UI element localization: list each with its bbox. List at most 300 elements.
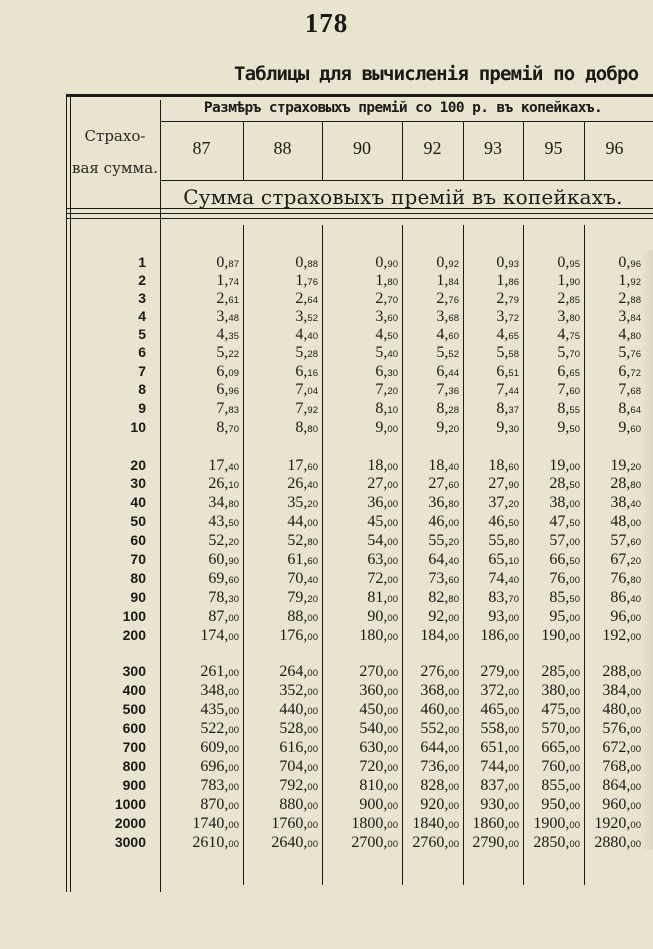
insured-sum: 800: [122, 758, 146, 774]
premium-value-decimal: 20: [448, 424, 459, 435]
premium-value: [584, 814, 641, 835]
premium-value-integer: 1800,: [351, 815, 388, 832]
premium-value: [523, 719, 580, 740]
premium-value: [463, 700, 519, 721]
premium-value: [160, 569, 239, 590]
premium-value-integer: 672,: [602, 739, 631, 756]
premium-value-integer: 380,: [541, 682, 570, 699]
premium-value-decimal: 00: [630, 725, 641, 736]
premium-value-decimal: 10: [228, 480, 239, 491]
insured-sum: 9: [138, 400, 146, 416]
premium-value-decimal: 80: [630, 575, 641, 586]
table-row: [0, 343, 653, 362]
premium-value-integer: 76,: [549, 570, 570, 587]
table-row: [0, 271, 653, 290]
premium-value: [523, 700, 580, 721]
premium-value: [322, 380, 398, 401]
premium-value-integer: 8,: [216, 419, 229, 436]
premium-value-decimal: 00: [448, 782, 459, 793]
insured-sum: 80: [130, 570, 146, 586]
premium-value: [160, 662, 239, 683]
premium-value: [402, 343, 459, 364]
premium-value-decimal: 00: [630, 782, 641, 793]
premium-value-integer: 2,: [216, 290, 229, 307]
premium-value-decimal: 00: [448, 839, 459, 850]
premium-value-decimal: 00: [569, 499, 580, 510]
premium-value-decimal: 60: [307, 556, 318, 567]
premium-value: [243, 343, 318, 364]
premium-value-decimal: 00: [508, 725, 519, 736]
premium-value: [523, 531, 580, 552]
rate-column-header: 87: [192, 138, 211, 158]
premium-value-integer: 66,: [549, 551, 570, 568]
premium-value-integer: 930,: [480, 796, 509, 813]
rate-column-header: 93: [484, 138, 502, 158]
insured-sum: 6: [138, 344, 146, 360]
premium-value: [322, 795, 398, 816]
premium-value-integer: 6,: [496, 363, 509, 380]
premium-value-integer: 83,: [488, 589, 509, 606]
premium-value-integer: 576,: [602, 720, 631, 737]
premium-value: [322, 531, 398, 552]
premium-value: [160, 719, 239, 740]
premium-value: [523, 474, 580, 495]
premium-value: [584, 626, 641, 647]
premium-value: [402, 493, 459, 514]
premium-value: [322, 757, 398, 778]
premium-value: [402, 662, 459, 683]
premium-value-decimal: 00: [630, 744, 641, 755]
premium-value-integer: 552,: [420, 720, 449, 737]
premium-value: [243, 681, 318, 702]
premium-value-integer: 95,: [549, 608, 570, 625]
premium-value-integer: 960,: [602, 796, 631, 813]
premium-value: [584, 681, 641, 702]
premium-value: [463, 588, 519, 609]
rate-column-header: 88: [273, 138, 292, 158]
premium-value-decimal: 00: [307, 613, 318, 624]
table-row: [0, 399, 653, 418]
premium-value-integer: 360,: [359, 682, 388, 699]
premium-value-decimal: 00: [387, 575, 398, 586]
insured-sum: 10: [130, 419, 146, 435]
premium-value-decimal: 00: [448, 725, 459, 736]
premium-value-decimal: 74: [228, 277, 239, 288]
premium-header: Сумма страховыхъ премій въ копейкахъ.: [183, 185, 623, 209]
premium-value-integer: 352,: [279, 682, 308, 699]
premium-value-integer: 61,: [287, 551, 308, 568]
insured-sum: 8: [138, 381, 146, 397]
premium-value-integer: 465,: [480, 701, 509, 718]
insured-sum: 3: [138, 290, 146, 306]
premium-value: [463, 474, 519, 495]
premium-value-integer: 52,: [208, 532, 229, 549]
premium-value: [584, 757, 641, 778]
premium-value-decimal: 80: [448, 499, 459, 510]
table-row: [0, 362, 653, 381]
premium-value-decimal: 00: [448, 518, 459, 529]
premium-value-integer: 81,: [367, 589, 388, 606]
premium-value-integer: 76,: [610, 570, 631, 587]
premium-value-decimal: 00: [387, 763, 398, 774]
premium-value: [243, 493, 318, 514]
premium-value-decimal: 70: [569, 349, 580, 360]
table-row: [0, 833, 653, 852]
insured-sum: 100: [122, 608, 146, 624]
premium-value-decimal: 00: [387, 480, 398, 491]
table-row: [0, 776, 653, 795]
premium-value-decimal: 20: [307, 499, 318, 510]
premium-value-decimal: 60: [448, 575, 459, 586]
premium-value-decimal: 36: [448, 386, 459, 397]
premium-value-integer: 38,: [549, 494, 570, 511]
premium-value-integer: 18,: [428, 457, 449, 474]
premium-value: [463, 626, 519, 647]
premium-value-decimal: 00: [228, 744, 239, 755]
premium-value-decimal: 00: [387, 518, 398, 529]
premium-value-decimal: 20: [630, 556, 641, 567]
premium-value-decimal: 40: [448, 556, 459, 567]
premium-value-decimal: 60: [569, 386, 580, 397]
table-row: [0, 307, 653, 326]
premium-value-integer: 6,: [557, 363, 570, 380]
premium-value: [322, 814, 398, 835]
premium-value-decimal: 00: [630, 801, 641, 812]
premium-value-integer: 1920,: [594, 815, 631, 832]
premium-value-decimal: 00: [630, 820, 641, 831]
premium-value-integer: 792,: [279, 777, 308, 794]
premium-value-integer: 184,: [420, 627, 449, 644]
premium-value: [463, 343, 519, 364]
premium-value-integer: 5,: [295, 344, 308, 361]
premium-value-decimal: 61: [228, 295, 239, 306]
premium-value-integer: 7,: [496, 381, 509, 398]
premium-value-decimal: 50: [569, 480, 580, 491]
header-rule: [160, 180, 653, 181]
premium-value-decimal: 64: [630, 405, 641, 416]
premium-value: [160, 681, 239, 702]
premium-value-integer: 0,: [496, 254, 509, 271]
premium-value-integer: 828,: [420, 777, 449, 794]
premium-value-integer: 3,: [496, 308, 509, 325]
premium-value: [160, 776, 239, 797]
table-row: [0, 289, 653, 308]
premium-value-integer: 368,: [420, 682, 449, 699]
rate-column-header: 90: [353, 138, 371, 158]
premium-value: [160, 757, 239, 778]
insured-sum: 20: [130, 457, 146, 473]
premium-value: [160, 493, 239, 514]
premium-value-decimal: 76: [630, 349, 641, 360]
column-rule: [463, 121, 464, 180]
premium-value-decimal: 60: [630, 537, 641, 548]
premium-value-integer: 190,: [541, 627, 570, 644]
premium-value-decimal: 96: [228, 386, 239, 397]
premium-value-integer: 90,: [367, 608, 388, 625]
premium-value: [160, 418, 239, 439]
premium-value-integer: 48,: [610, 513, 631, 530]
rate-header: Размѣръ страховыхъ премій со 100 р. въ копейкахъ.: [203, 100, 603, 116]
premium-value-integer: 27,: [488, 475, 509, 492]
premium-value: [160, 607, 239, 628]
premium-value-integer: 64,: [428, 551, 449, 568]
premium-value-decimal: 00: [228, 725, 239, 736]
premium-value-decimal: 68: [630, 386, 641, 397]
premium-value-decimal: 60: [228, 575, 239, 586]
premium-value: [523, 776, 580, 797]
premium-value: [463, 493, 519, 514]
premium-value-decimal: 70: [228, 424, 239, 435]
premium-value: [402, 512, 459, 533]
sum-header-line-1: Страхо-: [84, 127, 146, 145]
premium-value-integer: 9,: [375, 419, 388, 436]
premium-value: [322, 588, 398, 609]
premium-value-decimal: 50: [569, 594, 580, 605]
premium-value-decimal: 09: [228, 368, 239, 379]
insured-sum: 90: [130, 589, 146, 605]
premium-value-decimal: 00: [307, 763, 318, 774]
premium-value-integer: 630,: [359, 739, 388, 756]
insured-sum: 50: [130, 513, 146, 529]
premium-value-integer: 2640,: [271, 834, 308, 851]
premium-value: [463, 531, 519, 552]
premium-value-integer: 1,: [295, 272, 308, 289]
premium-value-decimal: 83: [228, 405, 239, 416]
table-row: [0, 626, 653, 645]
premium-value-decimal: 20: [307, 594, 318, 605]
premium-value: [584, 700, 641, 721]
premium-value: [523, 757, 580, 778]
premium-value: [243, 700, 318, 721]
premium-value-decimal: 40: [448, 462, 459, 473]
premium-value-integer: 2610,: [192, 834, 229, 851]
premium-value-integer: 85,: [549, 589, 570, 606]
premium-value-integer: 3,: [375, 308, 388, 325]
table-row: [0, 700, 653, 719]
insured-sum: 3000: [114, 834, 146, 850]
table-row: [0, 512, 653, 531]
premium-value-integer: 9,: [618, 419, 631, 436]
premium-value-decimal: 00: [228, 687, 239, 698]
premium-value-integer: 57,: [610, 532, 631, 549]
premium-value-decimal: 00: [307, 801, 318, 812]
premium-value: [463, 833, 519, 854]
premium-value-decimal: 00: [569, 462, 580, 473]
premium-value-decimal: 00: [387, 820, 398, 831]
premium-value-decimal: 00: [630, 613, 641, 624]
table-row: [0, 569, 653, 588]
premium-value-integer: 47,: [549, 513, 570, 530]
premium-value-integer: 1,: [436, 272, 449, 289]
premium-value: [584, 474, 641, 495]
premium-value: [463, 418, 519, 439]
premium-value-decimal: 00: [630, 668, 641, 679]
premium-value-decimal: 00: [508, 820, 519, 831]
premium-value-integer: 36,: [367, 494, 388, 511]
table-row: [0, 588, 653, 607]
premium-value: [160, 550, 239, 571]
premium-value: [322, 833, 398, 854]
premium-value: [523, 418, 580, 439]
premium-value-decimal: 40: [307, 331, 318, 342]
premium-value-integer: 3,: [216, 308, 229, 325]
premium-value: [402, 569, 459, 590]
premium-value-integer: 3,: [295, 308, 308, 325]
table-row: [0, 456, 653, 475]
premium-value-decimal: 50: [569, 518, 580, 529]
premium-value-integer: 0,: [375, 254, 388, 271]
premium-value-integer: 35,: [287, 494, 308, 511]
premium-value: [322, 512, 398, 533]
premium-value: [243, 569, 318, 590]
premium-value: [160, 399, 239, 420]
premium-value-integer: 7,: [618, 381, 631, 398]
premium-value-integer: 348,: [200, 682, 229, 699]
premium-value-decimal: 50: [387, 331, 398, 342]
premium-value-decimal: 44: [508, 386, 519, 397]
insured-sum: 1: [138, 254, 146, 270]
premium-value-integer: 264,: [279, 663, 308, 680]
premium-value-integer: 6,: [295, 363, 308, 380]
premium-value: [243, 738, 318, 759]
insured-sum: 900: [122, 777, 146, 793]
insured-sum: 1000: [114, 796, 146, 812]
premium-value: [584, 531, 641, 552]
insured-sum: 7: [138, 363, 146, 379]
premium-value: [160, 814, 239, 835]
premium-value-decimal: 00: [228, 668, 239, 679]
premium-value-integer: 440,: [279, 701, 308, 718]
premium-value-integer: 1,: [618, 272, 631, 289]
premium-value-integer: 55,: [488, 532, 509, 549]
premium-value-integer: 17,: [208, 457, 229, 474]
premium-value-integer: 18,: [367, 457, 388, 474]
premium-value-integer: 736,: [420, 758, 449, 775]
insured-sum: 400: [122, 682, 146, 698]
premium-value-decimal: 00: [387, 668, 398, 679]
premium-value-decimal: 00: [307, 706, 318, 717]
insured-sum: 30: [130, 475, 146, 491]
premium-value-decimal: 85: [569, 295, 580, 306]
premium-value: [463, 607, 519, 628]
premium-value-integer: 19,: [549, 457, 570, 474]
premium-value: [584, 380, 641, 401]
premium-value-integer: 6,: [618, 363, 631, 380]
premium-value-integer: 2,: [295, 290, 308, 307]
premium-value-integer: 4,: [496, 326, 509, 343]
premium-value-integer: 1,: [375, 272, 388, 289]
premium-value-decimal: 00: [307, 687, 318, 698]
premium-value-integer: 192,: [602, 627, 631, 644]
premium-value-integer: 7,: [216, 400, 229, 417]
premium-value-integer: 4,: [618, 326, 631, 343]
premium-value: [243, 550, 318, 571]
premium-value-decimal: 40: [307, 575, 318, 586]
premium-value-integer: 46,: [488, 513, 509, 530]
premium-value: [322, 719, 398, 740]
premium-value-integer: 3,: [618, 308, 631, 325]
premium-value: [160, 531, 239, 552]
premium-value-decimal: 80: [630, 331, 641, 342]
sum-column-header: [70, 120, 160, 184]
premium-value-integer: 38,: [610, 494, 631, 511]
premium-value-integer: 26,: [287, 475, 308, 492]
premium-value-decimal: 40: [630, 499, 641, 510]
premium-value-integer: 0,: [216, 254, 229, 271]
premium-value-integer: 460,: [420, 701, 449, 718]
premium-value-integer: 855,: [541, 777, 570, 794]
premium-value-decimal: 79: [508, 295, 519, 306]
premium-value-decimal: 00: [448, 613, 459, 624]
premium-value-integer: 864,: [602, 777, 631, 794]
premium-value-integer: 52,: [287, 532, 308, 549]
premium-value: [322, 343, 398, 364]
premium-value-integer: 279,: [480, 663, 509, 680]
rate-column-header: 96: [605, 138, 624, 158]
premium-value-integer: 8,: [375, 400, 388, 417]
premium-value-integer: 475,: [541, 701, 570, 718]
premium-value-decimal: 84: [448, 277, 459, 288]
premium-value: [322, 681, 398, 702]
premium-value-decimal: 00: [569, 839, 580, 850]
premium-value-integer: 2,: [375, 290, 388, 307]
premium-value-decimal: 00: [307, 839, 318, 850]
premium-value-decimal: 00: [508, 744, 519, 755]
premium-value-integer: 2,: [618, 290, 631, 307]
premium-value-integer: 810,: [359, 777, 388, 794]
premium-value-integer: 5,: [618, 344, 631, 361]
premium-value: [322, 418, 398, 439]
premium-value-integer: 837,: [480, 777, 509, 794]
premium-value-decimal: 48: [228, 313, 239, 324]
premium-value-decimal: 40: [387, 349, 398, 360]
premium-value-decimal: 00: [448, 706, 459, 717]
premium-value-decimal: 60: [508, 462, 519, 473]
premium-value-decimal: 00: [508, 706, 519, 717]
premium-value-decimal: 65: [508, 331, 519, 342]
premium-value: [523, 607, 580, 628]
premium-value-decimal: 00: [228, 782, 239, 793]
premium-value-decimal: 30: [508, 424, 519, 435]
premium-value: [160, 795, 239, 816]
insured-sum: 5: [138, 326, 146, 342]
premium-value-decimal: 93: [508, 259, 519, 270]
insured-sum: 600: [122, 720, 146, 736]
premium-value-integer: 57,: [549, 532, 570, 549]
premium-value-integer: 8,: [618, 400, 631, 417]
premium-value: [584, 343, 641, 364]
premium-value-integer: 0,: [557, 254, 570, 271]
premium-value: [322, 700, 398, 721]
table-row: [0, 474, 653, 493]
premium-value-decimal: 40: [508, 575, 519, 586]
premium-value: [463, 550, 519, 571]
premium-value-decimal: 00: [630, 839, 641, 850]
premium-value: [160, 512, 239, 533]
premium-value-integer: 665,: [541, 739, 570, 756]
premium-value-decimal: 00: [387, 424, 398, 435]
premium-value-integer: 480,: [602, 701, 631, 718]
premium-value-integer: 270,: [359, 663, 388, 680]
premium-value-decimal: 00: [448, 632, 459, 643]
premium-value-decimal: 90: [228, 556, 239, 567]
premium-value-decimal: 04: [307, 386, 318, 397]
premium-value: [523, 380, 580, 401]
premium-value-integer: 900,: [359, 796, 388, 813]
premium-value-decimal: 90: [508, 480, 519, 491]
premium-value-integer: 558,: [480, 720, 509, 737]
premium-value: [523, 738, 580, 759]
